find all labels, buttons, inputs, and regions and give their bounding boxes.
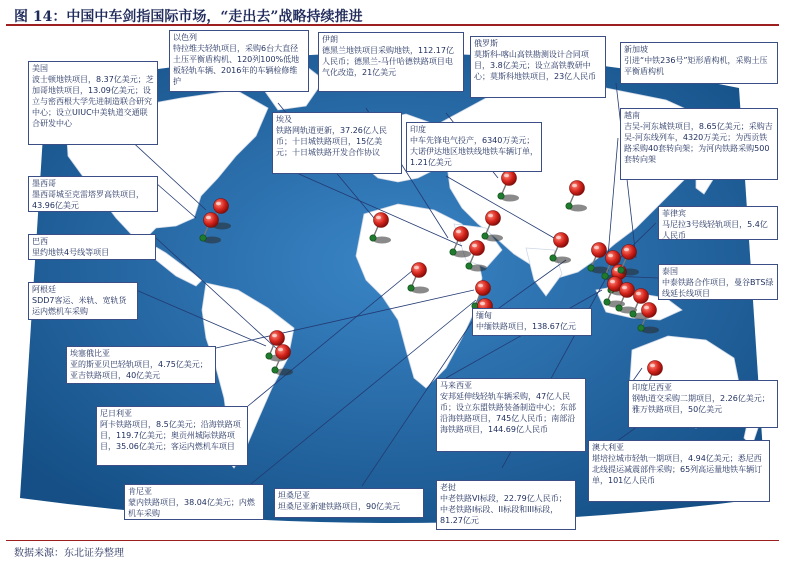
callout-malaysia-name: 马来西亚 bbox=[440, 381, 472, 390]
callout-mexico-body: 墨西哥城至克雷塔罗高铁项目，43.96亿美元 bbox=[32, 190, 144, 210]
callout-singapore-name: 新加坡 bbox=[624, 45, 648, 54]
callout-israel-body: 特拉维夫轻轨项目，采购6台大直径土压平衡盾构机、120列100%低地板轻轨车辆、2016年的车辆检修维护 bbox=[173, 44, 300, 86]
callout-iran bbox=[318, 32, 464, 92]
callout-thailand-name: 泰国 bbox=[662, 267, 678, 276]
callout-kenya-name: 肯尼亚 bbox=[128, 487, 152, 496]
callout-egypt-name: 埃及 bbox=[276, 115, 292, 124]
callout-india-name: 印度 bbox=[410, 125, 426, 134]
callout-thailand bbox=[658, 264, 778, 300]
callout-israel-name: 以色列 bbox=[173, 33, 197, 42]
callout-india bbox=[406, 122, 542, 172]
callout-myanmar-body: 中缅铁路项目，138.67亿元 bbox=[476, 322, 576, 331]
callout-singapore-body: 引进“中铁236号”矩形盾构机，采购土压平衡盾构机 bbox=[624, 56, 768, 76]
bottom-rule bbox=[6, 540, 779, 541]
callout-philippines-name: 菲律宾 bbox=[662, 209, 686, 218]
callout-vietnam-name: 越南 bbox=[624, 111, 640, 120]
callout-iran-body: 德黑兰地铁项目采购地铁，112.17亿人民币；德黑兰-马什哈德铁路项目电气化改造，21亿美元 bbox=[322, 46, 454, 77]
callout-indonesia bbox=[628, 380, 778, 428]
callout-kenya-body: 蒙内铁路项目，38.04亿美元；内燃机车采购 bbox=[128, 498, 255, 518]
callout-australia-name: 澳大利亚 bbox=[592, 443, 624, 452]
callout-russia bbox=[470, 36, 606, 98]
callout-singapore bbox=[620, 42, 778, 84]
callout-israel bbox=[169, 30, 309, 92]
callout-tanzania-body: 坦桑尼亚新建铁路项目，90亿美元 bbox=[278, 502, 401, 511]
callout-russia-body: 莫斯科-喀山高铁勘测设计合同项目，3.8亿美元；设立高铁教研中心；莫斯科地铁项目，23亿人民币 bbox=[474, 50, 597, 81]
callout-egypt-body: 铁路网轨道更新，37.26亿人民币；十日城铁路项目，15亿美元；十日城铁路开发合作协议 bbox=[276, 126, 387, 157]
callout-thailand-body: 中泰铁路合作项目，曼谷BTS绿线延长线项目 bbox=[662, 278, 774, 298]
callout-brazil-body: 里约地铁4号线等项目 bbox=[32, 248, 110, 257]
callout-india-body: 中车先锋电气投产，6340万美元；大诺伊达地区地铁线地铁车辆订单，1.21亿美元 bbox=[410, 136, 538, 167]
callout-ethiopia-body: 亚的斯亚贝巴轻轨项目，4.75亿美元；亚吉铁路项目，40亿美元 bbox=[70, 360, 208, 380]
callout-mexico bbox=[28, 176, 158, 212]
callout-malaysia-body: 安邦延伸线轻轨车辆采购，47亿人民币；设立东盟铁路装备制造中心；东部沿海铁路项目，745亿人民币；南部沿海铁路项目，144.69亿人民币 bbox=[440, 392, 576, 434]
callout-nigeria-name: 尼日利亚 bbox=[100, 409, 132, 418]
callout-indonesia-name: 印度尼西亚 bbox=[632, 383, 672, 392]
callout-usa-body: 波士顿地铁项目，8.37亿美元；芝加哥地铁项目，13.09亿美元；设立与密西根大学先进制造联合研究中心；设立UIUC中美轨道交通联合研发中心 bbox=[32, 75, 154, 128]
callout-iran-name: 伊朗 bbox=[322, 35, 338, 44]
callout-vietnam-body: 吉吴-河东城铁项目，8.65亿美元；采购吉吴-河东线列车，4320万美元；为西贡铁路采购40套转向架；为河内铁路采购500套转向架 bbox=[624, 122, 773, 164]
callout-australia bbox=[588, 440, 770, 502]
callout-philippines bbox=[658, 206, 778, 240]
callout-argentina-body: SDD7客运、米轨、宽轨货运内燃机车采购 bbox=[32, 296, 127, 316]
callout-argentina-name: 阿根廷 bbox=[32, 285, 56, 294]
callout-ethiopia bbox=[66, 346, 216, 384]
callout-malaysia bbox=[436, 378, 586, 452]
callout-brazil bbox=[28, 234, 156, 260]
callout-laos bbox=[436, 480, 576, 530]
figure-title: 图 14：中国中车剑指国际市场，“走出去”战略持续推进 bbox=[14, 9, 363, 25]
callout-philippines-body: 马尼拉3号线轻轨项目，5.4亿人民币 bbox=[662, 220, 768, 240]
callout-kenya bbox=[124, 484, 264, 520]
callout-laos-body: 中老铁路VI标段，22.79亿人民币；中老铁路I标段、II标段和III标段，81.27亿元 bbox=[440, 494, 567, 525]
callout-vietnam bbox=[620, 108, 778, 180]
callout-brazil-name: 巴西 bbox=[32, 237, 48, 246]
callout-myanmar bbox=[472, 308, 592, 336]
callout-nigeria-body: 阿卡铁路项目，8.5亿美元；沿海铁路项目，119.7亿美元；奥贡州城际铁路项目，35.06亿美元；客运内燃机车项目 bbox=[100, 420, 241, 451]
callout-myanmar-name: 缅甸 bbox=[476, 311, 492, 320]
callout-tanzania-name: 坦桑尼亚 bbox=[278, 491, 310, 500]
callout-nigeria bbox=[96, 406, 248, 466]
callout-russia-name: 俄罗斯 bbox=[474, 39, 498, 48]
callout-tanzania bbox=[274, 488, 424, 518]
callout-laos-name: 老挝 bbox=[440, 483, 456, 492]
callout-indonesia-body: 钢轨道交采购二期项目，2.26亿美元；雅万铁路项目，50亿美元 bbox=[632, 394, 770, 414]
callout-egypt bbox=[272, 112, 402, 174]
world-map-figure bbox=[6, 28, 779, 538]
callout-argentina bbox=[28, 282, 138, 320]
source-note: 数据来源：东北证券整理 bbox=[14, 548, 124, 559]
callout-usa-name: 美国 bbox=[32, 64, 48, 73]
callout-usa bbox=[28, 61, 158, 145]
title-bar bbox=[6, 4, 779, 26]
callout-ethiopia-name: 埃塞俄比亚 bbox=[70, 349, 110, 358]
callout-australia-body: 堪培拉城市轻轨一期项目，4.94亿美元；悉尼西北线提运减震部件采购；65列高运量地铁车辆订单，101亿人民币 bbox=[592, 454, 763, 485]
callout-mexico-name: 墨西哥 bbox=[32, 179, 56, 188]
